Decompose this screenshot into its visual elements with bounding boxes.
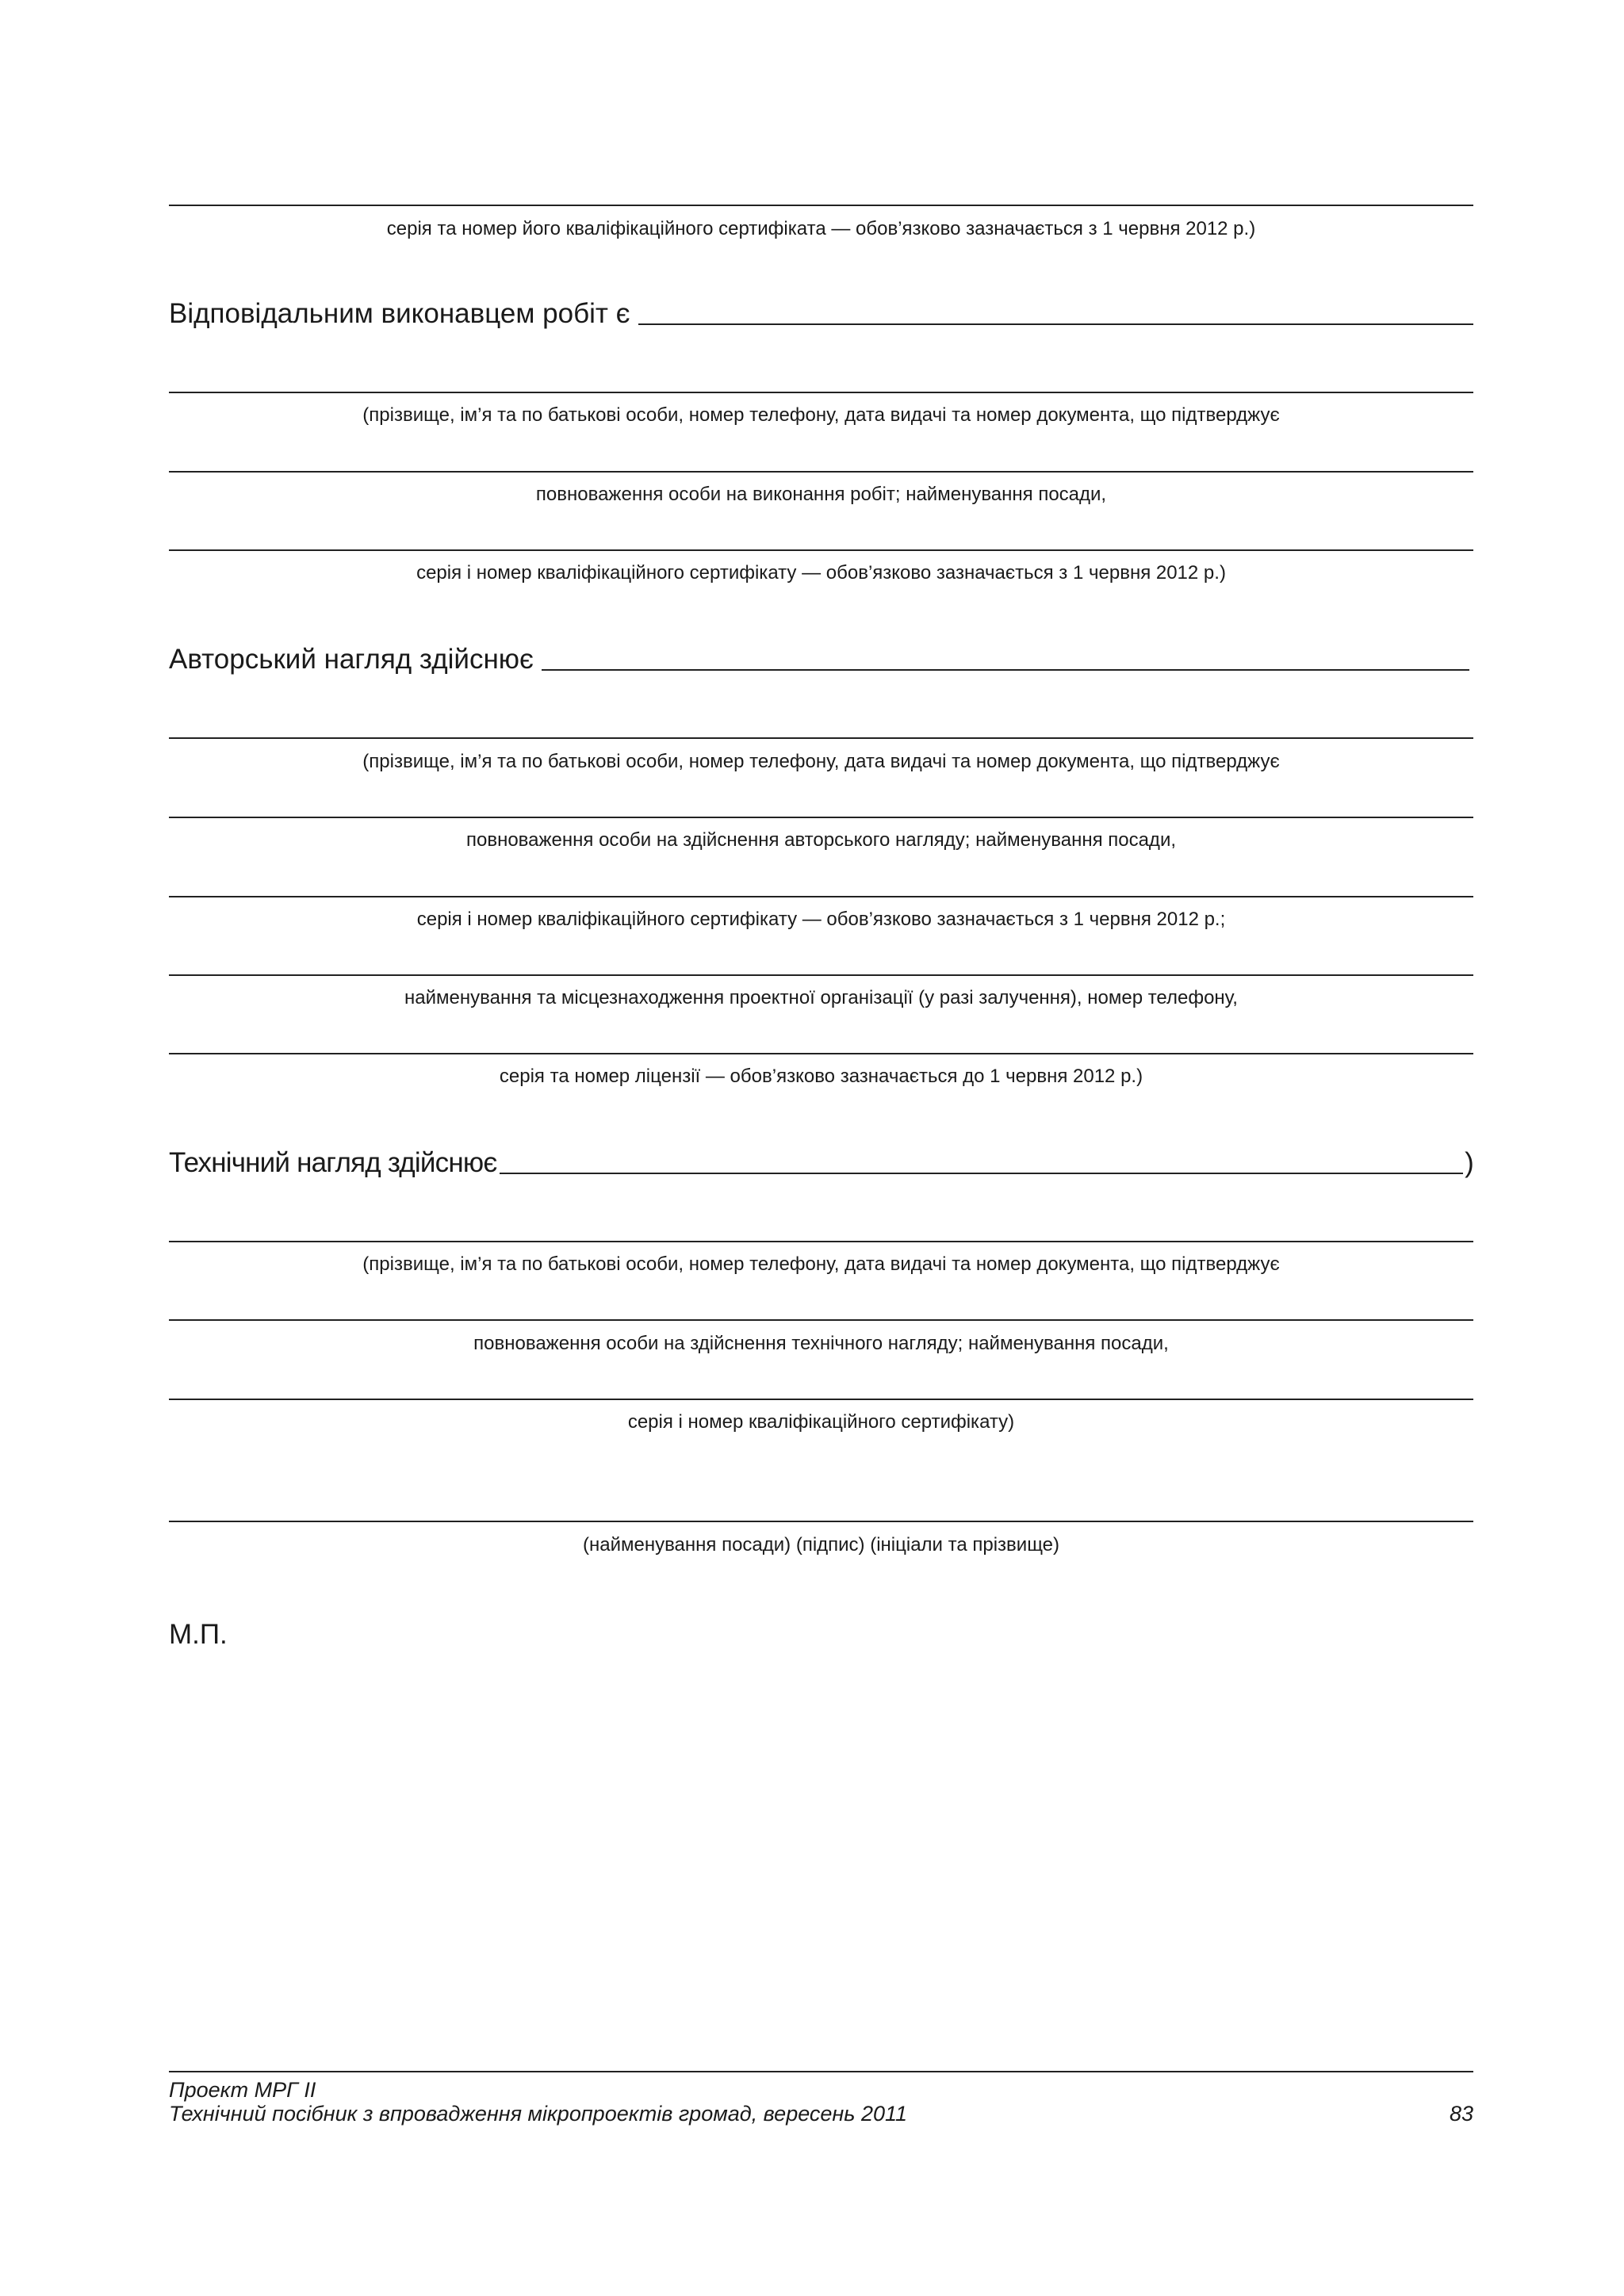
form-line xyxy=(169,471,1473,473)
form-line xyxy=(169,737,1473,739)
form-line xyxy=(169,896,1473,897)
form-line xyxy=(169,1399,1473,1400)
field-caption: серія і номер кваліфікаційного сертифікату — обов’язково зазначається з 1 червня 2012 р.; xyxy=(416,909,1226,930)
form-line xyxy=(169,1319,1473,1321)
technical-supervision-blank-line xyxy=(500,1172,1463,1174)
form-line xyxy=(169,817,1473,818)
field-caption: повноваження особи на здійснення авторського нагляду; найменування посади, xyxy=(465,829,1177,851)
field-caption: повноваження особи на здійснення технічного нагляду; найменування посади, xyxy=(473,1333,1169,1354)
field-caption: (прізвище, ім’я та по батькові особи, номер телефону, дата видачі та номер документа, що підтверджує xyxy=(362,404,1280,426)
technical-supervision-label: Технічний нагляд здійснює xyxy=(169,1147,497,1178)
closing-paren: ) xyxy=(1465,1147,1473,1178)
executor-label: Відповідальним виконавцем робіт є xyxy=(169,298,630,329)
executor-blank-line xyxy=(638,323,1473,325)
signature-line xyxy=(169,1521,1473,1522)
author-supervision-label: Авторський нагляд здійснює xyxy=(169,644,534,675)
form-line xyxy=(169,205,1473,206)
form-line xyxy=(169,974,1473,976)
field-caption: найменування та місцезнаходження проектної організації (у разі залучення), номер телефону, xyxy=(404,987,1238,1008)
footer-project-name: Проект МРГ ІІ xyxy=(169,2078,316,2102)
stamp-place-label: М.П. xyxy=(169,1619,228,1650)
author-supervision-heading xyxy=(169,641,1469,677)
field-caption: серія та номер ліцензії — обов’язково зазначається до 1 червня 2012 р.) xyxy=(499,1066,1143,1087)
field-caption: повноваження особи на виконання робіт; найменування посади, xyxy=(535,484,1107,505)
footer-rule xyxy=(169,2071,1473,2072)
form-line xyxy=(169,1241,1473,1242)
form-line xyxy=(169,549,1473,551)
field-caption: серія і номер кваліфікаційного сертифікату) xyxy=(627,1411,1015,1433)
form-line xyxy=(169,392,1473,393)
executor-heading xyxy=(169,295,1473,331)
author-supervision-blank-line xyxy=(542,668,1469,671)
field-caption: серія і номер кваліфікаційного сертифікату — обов’язково зазначається з 1 червня 2012 р.) xyxy=(416,562,1226,584)
form-line xyxy=(169,1053,1473,1054)
footer-manual-title: Технічний посібник з впровадження мікропроектів громад, вересень 2011 xyxy=(169,2102,908,2126)
field-caption: серія та номер його кваліфікаційного сертифіката — обов’язково зазначається з 1 червня 2012 р.) xyxy=(386,218,1256,239)
signature-caption: (найменування посади) (підпис) (ініціали та прізвище) xyxy=(582,1534,1060,1556)
technical-supervision-heading xyxy=(169,1144,1473,1181)
field-caption: (прізвище, ім’я та по батькові особи, номер телефону, дата видачі та номер документа, що підтверджує xyxy=(362,1253,1280,1275)
field-caption: (прізвище, ім’я та по батькові особи, номер телефону, дата видачі та номер документа, що підтверджує xyxy=(362,751,1280,772)
page-number: 83 xyxy=(1449,2102,1473,2126)
